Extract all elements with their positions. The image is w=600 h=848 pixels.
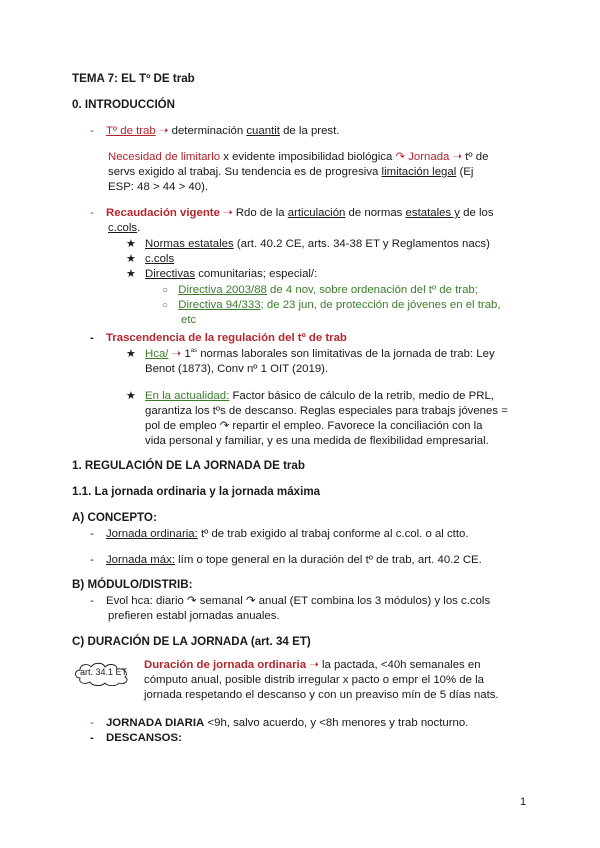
text: Duración de jornada ordinaria — [144, 659, 307, 671]
text: c.cols — [145, 253, 175, 265]
text: servs exigido al trabaj. Su tendencia es de progresiva — [108, 166, 379, 178]
paragraph-line: vida personal y familiar, y es una medida de flexibilidad empresarial. — [145, 435, 489, 447]
text: Jornada ordinaria: — [105, 528, 198, 540]
text: Rdo de la — [235, 207, 285, 219]
text: lím o tope general en la duración del tº de trab, art. 40.2 CE. — [178, 554, 482, 566]
list-item — [90, 553, 482, 567]
text: de 4 nov, sobre ordenación del tº de trab; — [270, 284, 478, 296]
text: Directiva 94/333 — [178, 299, 261, 311]
text: limitación legal — [381, 166, 457, 178]
paragraph-line: ESP: 48 > 44 > 40). — [108, 181, 209, 193]
star-item — [126, 252, 174, 266]
text: x evidente imposibilidad biológica — [223, 151, 393, 163]
text: comunitarias; especial/: — [198, 268, 318, 280]
page-number: 1 — [520, 796, 527, 808]
star-item — [126, 267, 317, 281]
text: c.cols — [108, 222, 138, 234]
curl-arrow-icon: ↷ — [395, 151, 406, 163]
section-heading: 1. REGULACIÓN DE LA JORNADA DE trab — [72, 459, 305, 472]
text: Necesidad de limitarlo — [108, 151, 221, 163]
paragraph-line: pol de empleo ↷ repartir el empleo. Favorece la conciliación con la — [145, 420, 483, 432]
list-item — [90, 731, 182, 745]
arrow-icon: ➝ — [452, 151, 463, 163]
text: 1 — [184, 348, 191, 360]
dash-bullet: - — [90, 332, 94, 344]
text: determinación — [171, 125, 244, 137]
text: Recaudación vigente — [105, 207, 220, 219]
arrow-icon: ➝ — [223, 207, 233, 219]
list-item — [90, 331, 347, 345]
cloud-label: art. 34.1 ET — [80, 667, 128, 677]
text: . — [137, 222, 141, 234]
paragraph-line: etc — [181, 314, 197, 326]
subheading: B) MÓDULO/DISTRIB: — [72, 578, 193, 591]
star-item — [126, 389, 494, 403]
subheading: C) DURACIÓN DE LA JORNADA (art. 34 ET) — [72, 635, 311, 648]
arrow-icon: ➝ — [171, 348, 182, 360]
paragraph-line: Benot (1873), Conv nº 1 OIT (2019). — [145, 363, 329, 375]
dash-bullet: - — [90, 554, 94, 566]
text: Directivas — [145, 268, 196, 280]
paragraph-line — [108, 221, 140, 235]
dash-bullet: - — [90, 732, 94, 744]
text: normas laborales son limitativas de la jornada de trab: Ley — [200, 348, 495, 360]
term-link: Tº de trab — [105, 125, 156, 137]
dash-bullet: - — [90, 595, 94, 607]
text: ; de 23 jun, de protección de jóvenes en el trab, — [260, 299, 501, 311]
text: Directiva 2003/88 — [178, 284, 267, 296]
paragraph-line — [108, 150, 488, 164]
text: tº de — [465, 151, 489, 163]
subsection-heading: 1.1. La jornada ordinaria y la jornada máxima — [72, 485, 321, 498]
text: JORNADA DIARIA — [105, 717, 205, 729]
list-item — [90, 716, 468, 730]
circle-bullet-icon: ○ — [162, 285, 169, 296]
text: Hca/ — [145, 348, 169, 360]
circle-item — [162, 283, 478, 298]
circle-item — [162, 298, 501, 313]
text: Jornada — [408, 151, 450, 163]
dash-bullet: - — [90, 717, 94, 729]
star-bullet-icon: ★ — [126, 390, 136, 402]
star-bullet-icon: ★ — [126, 268, 136, 280]
list-item — [90, 206, 494, 220]
text: de la prest. — [283, 125, 340, 137]
arrow-icon: ➝ — [309, 659, 319, 671]
star-item — [126, 347, 495, 361]
paragraph-line: prefieren establ jornadas anuales. — [108, 610, 280, 622]
text: de normas — [348, 207, 403, 219]
dash-bullet: - — [90, 528, 94, 540]
text: (art. 40.2 CE, arts. 34-38 ET y Reglamentos nacs) — [236, 238, 490, 250]
text: Evol hca: diario ↷ semanal ↷ anual (ET combina los 3 módulos) y los c.cols — [105, 595, 491, 607]
list-item — [90, 124, 339, 138]
text: articulación — [287, 207, 346, 219]
page-title: TEMA 7: EL Tº DE trab — [72, 72, 195, 85]
text: DESCANSOS: — [105, 732, 182, 744]
text: Jornada máx: — [105, 554, 175, 566]
paragraph-line: garantiza los tºs de descanso. Reglas especiales para trabajs jóvenes = — [145, 405, 508, 417]
text: Normas estatales — [145, 238, 234, 250]
text: Factor básico de cálculo de la retrib, medio de PRL, — [232, 390, 494, 402]
text: estatales y — [405, 207, 460, 219]
text: as — [190, 348, 198, 355]
arrow-icon: ➝ — [158, 125, 169, 137]
circle-bullet-icon: ○ — [162, 300, 169, 311]
text: <9h, salvo acuerdo, y <8h menores y trab nocturno. — [207, 717, 469, 729]
list-item — [90, 594, 490, 608]
paragraph-line — [108, 165, 473, 179]
list-item — [90, 527, 469, 541]
text: cuantit — [246, 125, 280, 137]
dash-bullet: - — [90, 207, 94, 219]
text: Trascendencia de la regulación del tº de trab — [105, 332, 347, 344]
subheading: A) CONCEPTO: — [72, 511, 157, 524]
text: En la actualidad: — [145, 390, 230, 402]
star-bullet-icon: ★ — [126, 238, 136, 250]
star-bullet-icon: ★ — [126, 253, 136, 265]
star-item — [126, 237, 490, 251]
dash-bullet: - — [90, 125, 94, 137]
paragraph-line — [144, 658, 481, 672]
text: la pactada, <40h semanales en — [321, 659, 481, 671]
intro-heading: 0. INTRODUCCIÓN — [72, 98, 176, 111]
text: de los — [463, 207, 494, 219]
text: (Ej — [459, 166, 474, 178]
paragraph-line: cómputo anual, posible distrib irregular x pacto o empr el 10% de la — [144, 674, 485, 686]
text: tº de trab exigido al trabaj conforme al c.col. o al ctto. — [200, 528, 469, 540]
paragraph-line: jornada respetando el descanso y con un preaviso mín de 5 días nats. — [144, 689, 499, 701]
star-bullet-icon: ★ — [126, 348, 136, 360]
